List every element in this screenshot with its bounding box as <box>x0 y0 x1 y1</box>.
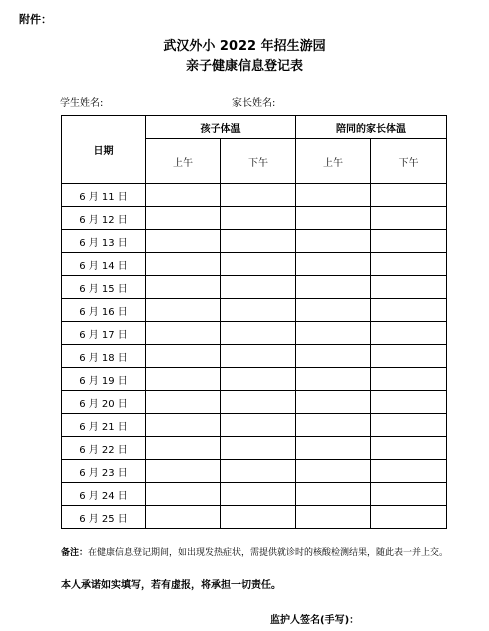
child-am-cell[interactable] <box>146 460 221 483</box>
table-row <box>62 391 447 414</box>
child-pm-cell[interactable] <box>221 506 296 529</box>
parent-am-cell[interactable] <box>296 276 371 299</box>
child-pm-cell[interactable] <box>221 253 296 276</box>
remark-label: 备注： <box>61 548 89 558</box>
child-am-cell[interactable] <box>146 414 221 437</box>
table-row <box>62 253 447 276</box>
child-am-header: 上午 <box>146 139 221 184</box>
form-subtitle: 亲子健康信息登记表 <box>185 59 303 74</box>
child-am-cell[interactable] <box>146 391 221 414</box>
guardian-signature-label: 监护人签名(手写)： <box>270 615 360 626</box>
parent-am-cell[interactable] <box>296 253 371 276</box>
date-cell: 6 月 24 日 <box>62 483 146 506</box>
table-row <box>62 345 447 368</box>
parent-name-field: 家长姓名: <box>232 98 276 109</box>
parent-am-cell[interactable] <box>296 483 371 506</box>
parent-pm-cell[interactable] <box>371 322 447 345</box>
parent-am-cell[interactable] <box>296 460 371 483</box>
child-pm-cell[interactable] <box>221 414 296 437</box>
parent-am-cell[interactable] <box>296 368 371 391</box>
parent-am-cell[interactable] <box>296 414 371 437</box>
date-cell: 6 月 18 日 <box>62 345 146 368</box>
child-pm-cell[interactable] <box>221 460 296 483</box>
date-cell: 6 月 15 日 <box>62 276 146 299</box>
table-row <box>62 460 447 483</box>
child-am-cell[interactable] <box>146 230 221 253</box>
child-am-cell[interactable] <box>146 322 221 345</box>
parent-pm-header: 下午 <box>371 139 447 184</box>
date-cell: 6 月 25 日 <box>62 506 146 529</box>
date-cell: 6 月 12 日 <box>62 207 146 230</box>
parent-pm-cell[interactable] <box>371 391 447 414</box>
parent-temperature-header: 陪同的家长体温 <box>296 116 447 139</box>
child-pm-cell[interactable] <box>221 184 296 207</box>
child-pm-cell[interactable] <box>221 207 296 230</box>
parent-pm-cell[interactable] <box>371 299 447 322</box>
date-cell: 6 月 23 日 <box>62 460 146 483</box>
child-pm-cell[interactable] <box>221 345 296 368</box>
parent-am-cell[interactable] <box>296 391 371 414</box>
parent-pm-cell[interactable] <box>371 368 447 391</box>
parent-am-cell[interactable] <box>296 345 371 368</box>
parent-pm-cell[interactable] <box>371 207 447 230</box>
child-am-cell[interactable] <box>146 368 221 391</box>
date-cell: 6 月 16 日 <box>62 299 146 322</box>
commitment-statement: 本人承诺如实填写，若有虚报，将承担一切责任。 <box>61 580 281 591</box>
parent-pm-cell[interactable] <box>371 483 447 506</box>
parent-pm-cell[interactable] <box>371 437 447 460</box>
child-am-cell[interactable] <box>146 506 221 529</box>
parent-pm-cell[interactable] <box>371 253 447 276</box>
table-row <box>62 483 447 506</box>
remark <box>61 545 448 558</box>
table-row <box>62 506 447 529</box>
date-cell: 6 月 13 日 <box>62 230 146 253</box>
child-am-cell[interactable] <box>146 483 221 506</box>
remark-text: 在健康信息登记期间，如出现发热症状，需提供就诊时的核酸检测结果，随此表一并上交。 <box>88 548 449 558</box>
child-am-cell[interactable] <box>146 437 221 460</box>
child-am-cell[interactable] <box>146 184 221 207</box>
student-name-field: 学生姓名: <box>60 98 104 109</box>
date-cell: 6 月 20 日 <box>62 391 146 414</box>
parent-pm-cell[interactable] <box>371 506 447 529</box>
parent-pm-cell[interactable] <box>371 345 447 368</box>
table-row <box>62 437 447 460</box>
child-am-cell[interactable] <box>146 253 221 276</box>
table-row <box>62 184 447 207</box>
parent-am-header: 上午 <box>296 139 371 184</box>
child-pm-cell[interactable] <box>221 276 296 299</box>
table-row <box>62 322 447 345</box>
parent-am-cell[interactable] <box>296 506 371 529</box>
child-am-cell[interactable] <box>146 276 221 299</box>
parent-pm-cell[interactable] <box>371 184 447 207</box>
child-am-cell[interactable] <box>146 207 221 230</box>
child-am-cell[interactable] <box>146 345 221 368</box>
child-pm-cell[interactable] <box>221 230 296 253</box>
parent-am-cell[interactable] <box>296 184 371 207</box>
table-row <box>62 276 447 299</box>
parent-pm-cell[interactable] <box>371 460 447 483</box>
date-cell: 6 月 22 日 <box>62 437 146 460</box>
child-temperature-header: 孩子体温 <box>146 116 296 139</box>
parent-am-cell[interactable] <box>296 230 371 253</box>
parent-pm-cell[interactable] <box>371 276 447 299</box>
parent-am-cell[interactable] <box>296 207 371 230</box>
child-am-cell[interactable] <box>146 299 221 322</box>
child-pm-cell[interactable] <box>221 391 296 414</box>
child-pm-cell[interactable] <box>221 483 296 506</box>
child-pm-cell[interactable] <box>221 299 296 322</box>
child-pm-cell[interactable] <box>221 437 296 460</box>
parent-pm-cell[interactable] <box>371 414 447 437</box>
table-row <box>62 207 447 230</box>
health-record-table <box>61 115 447 529</box>
table-row <box>62 414 447 437</box>
parent-am-cell[interactable] <box>296 299 371 322</box>
parent-am-cell[interactable] <box>296 437 371 460</box>
table-row <box>62 368 447 391</box>
date-cell: 6 月 21 日 <box>62 414 146 437</box>
date-cell: 6 月 14 日 <box>62 253 146 276</box>
date-cell: 6 月 17 日 <box>62 322 146 345</box>
child-pm-cell[interactable] <box>221 368 296 391</box>
date-cell: 6 月 19 日 <box>62 368 146 391</box>
table-row <box>62 230 447 253</box>
table-row <box>62 299 447 322</box>
form-title: 武汉外小 2022 年招生游园 <box>163 39 326 54</box>
child-pm-header: 下午 <box>221 139 296 184</box>
date-column-header: 日期 <box>62 116 146 184</box>
child-pm-cell[interactable] <box>221 322 296 345</box>
parent-pm-cell[interactable] <box>371 230 447 253</box>
attachment-label: 附件： <box>19 13 52 26</box>
date-cell: 6 月 11 日 <box>62 184 146 207</box>
parent-am-cell[interactable] <box>296 322 371 345</box>
